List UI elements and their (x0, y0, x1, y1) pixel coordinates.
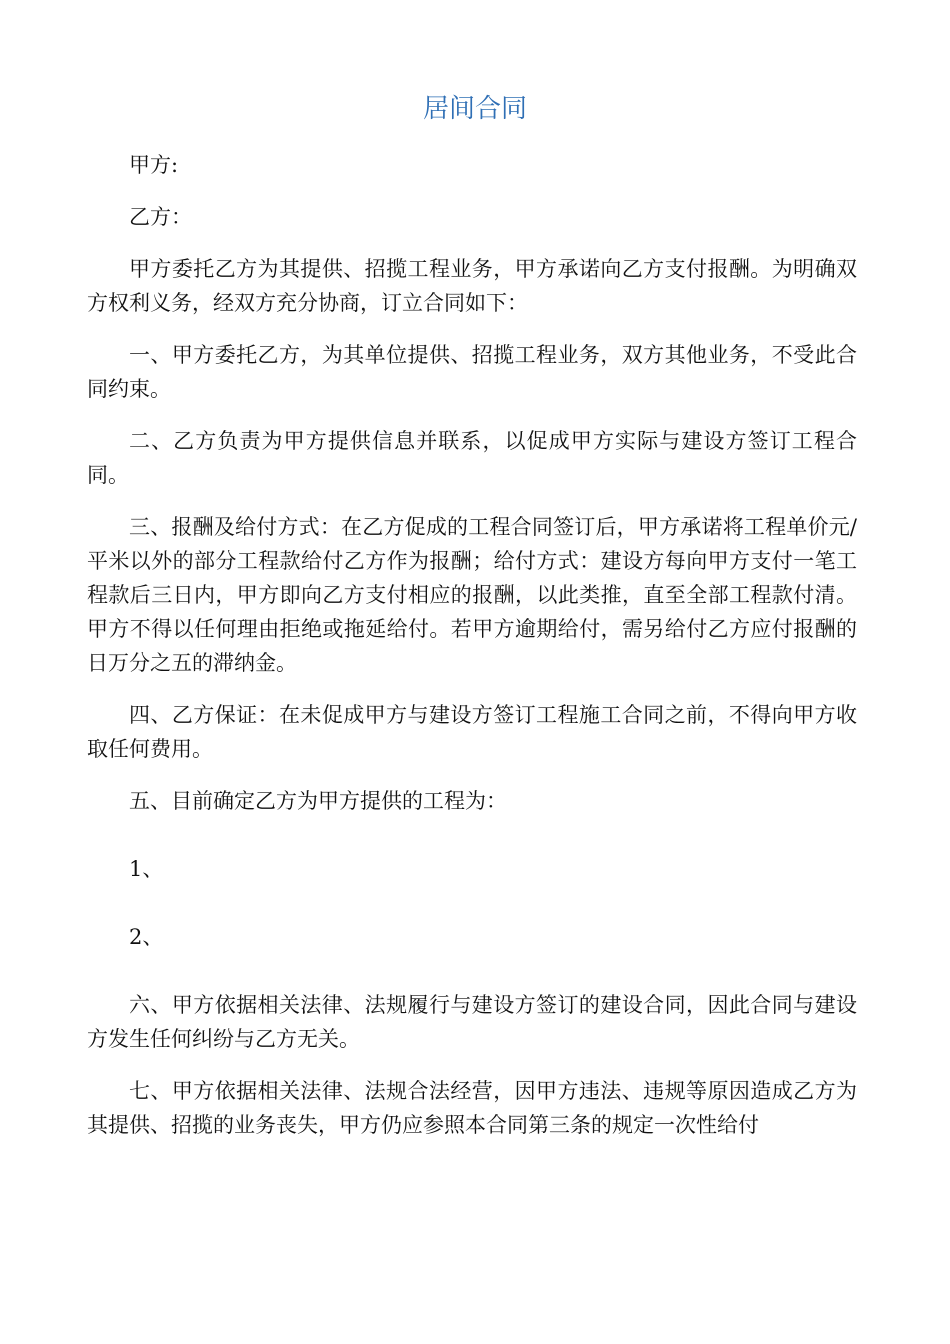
party-b-line: 乙方： (129, 205, 192, 229)
party-a-line: 甲方: (129, 153, 179, 177)
clause-1: 一、甲方委托乙方，为其单位提供、招揽工程业务，双方其他业务，不受此合同约束。 (87, 343, 857, 401)
clause-7: 七、甲方依据相关法律、法规合法经营，因甲方违法、违规等原因造成乙方为其提供、招揽的业务丧失，甲方仍应参照本合同第三条的规定一次性给付 (87, 1079, 857, 1137)
clause-2: 二、乙方负责为甲方提供信息并联系，以促成甲方实际与建设方签订工程合同。 (87, 429, 857, 487)
project-item-1: 1、 (129, 857, 164, 881)
clause-4: 四、乙方保证：在未促成甲方与建设方签订工程施工合同之前，不得向甲方收取任何费用。 (87, 703, 857, 761)
document-body (87, 148, 857, 1160)
clause-5: 五、目前确定乙方为甲方提供的工程为： (129, 789, 507, 813)
preamble-paragraph: 甲方委托乙方为其提供、招揽工程业务，甲方承诺向乙方支付报酬。为明确双方权利义务，经双方充分协商，订立合同如下： (87, 257, 857, 315)
clause-3: 三、报酬及给付方式：在乙方促成的工程合同签订后，甲方承诺将工程单价元/平米以外的部分工程款给付乙方作为报酬；给付方式：建设方每向甲方支付一笔工程款后三日内，甲方即向乙方支付相应的报酬，以此类推，直至全部工程款付清。甲方不得以任何理由拒绝或拖延给付。若甲方逾期给付，需另给付乙方应付报酬的日万分之五的滞纳金。 (87, 515, 857, 675)
project-item-2: 2、 (129, 925, 164, 949)
document-title: 居间合同 (422, 94, 527, 124)
clause-6: 六、甲方依据相关法律、法规履行与建设方签订的建设合同，因此合同与建设方发生任何纠纷与乙方无关。 (87, 993, 857, 1051)
